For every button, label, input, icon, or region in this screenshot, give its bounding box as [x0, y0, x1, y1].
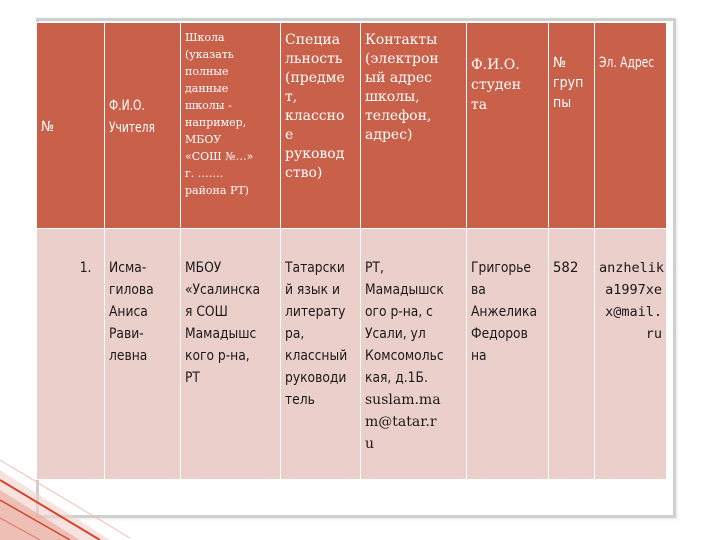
header-school — [181, 23, 281, 229]
row-number: 1. — [79, 260, 92, 276]
header-email-label: Эл. Адрес — [599, 55, 655, 71]
header-contacts — [361, 23, 467, 229]
header-number — [37, 23, 105, 229]
teacher-name: Исма- гилова Аниса Рави- левна — [109, 260, 154, 364]
header-specialty — [281, 23, 361, 229]
cell-school — [181, 229, 281, 480]
header-number-label: № — [41, 119, 55, 135]
table-header-row — [37, 23, 667, 229]
header-teacher-label: Ф.И.О. Учителя — [109, 98, 155, 136]
header-email — [595, 23, 667, 229]
cell-teacher — [105, 229, 181, 480]
header-specialty-label: Специа льность (предме т, классно е руковод ство) — [285, 32, 345, 181]
school-name: МБОУ «Усалинска я СОШ Мамадышс кого р-на, РТ — [185, 260, 261, 386]
table-row — [37, 229, 667, 480]
student-name: Григорье ва Анжелика Федоров на — [471, 260, 538, 364]
cell-email — [595, 229, 667, 480]
header-group-label: № груп пы — [553, 55, 584, 111]
email-address: anzhelik a1997xe x@mail. ru — [599, 260, 665, 342]
group-number: 582 — [553, 260, 579, 276]
header-teacher — [105, 23, 181, 229]
cell-group — [549, 229, 595, 480]
contacts-text: РТ, Мамадышск ого р-на, с Усали, ул Комсомольс кая, д.1Б. suslam.ma m@tatar.r u — [365, 260, 444, 452]
header-student-label: Ф.И.О. студен та — [471, 57, 522, 113]
student-teacher-table — [36, 22, 667, 480]
cell-contacts — [361, 229, 467, 480]
cell-number — [37, 229, 105, 480]
header-student — [467, 23, 549, 229]
header-contacts-label: Контакты (электрон ый адрес школы, телефон, адрес) — [365, 32, 439, 143]
header-school-label: Школа (указать полные данные школы - например, МБОУ «СОШ №…» г. ……. района РТ) — [185, 31, 254, 197]
specialty-text: Татарски й язык и литерату ра, классный руководи тель — [285, 260, 348, 408]
header-group — [549, 23, 595, 229]
cell-specialty — [281, 229, 361, 480]
cell-student — [467, 229, 549, 480]
